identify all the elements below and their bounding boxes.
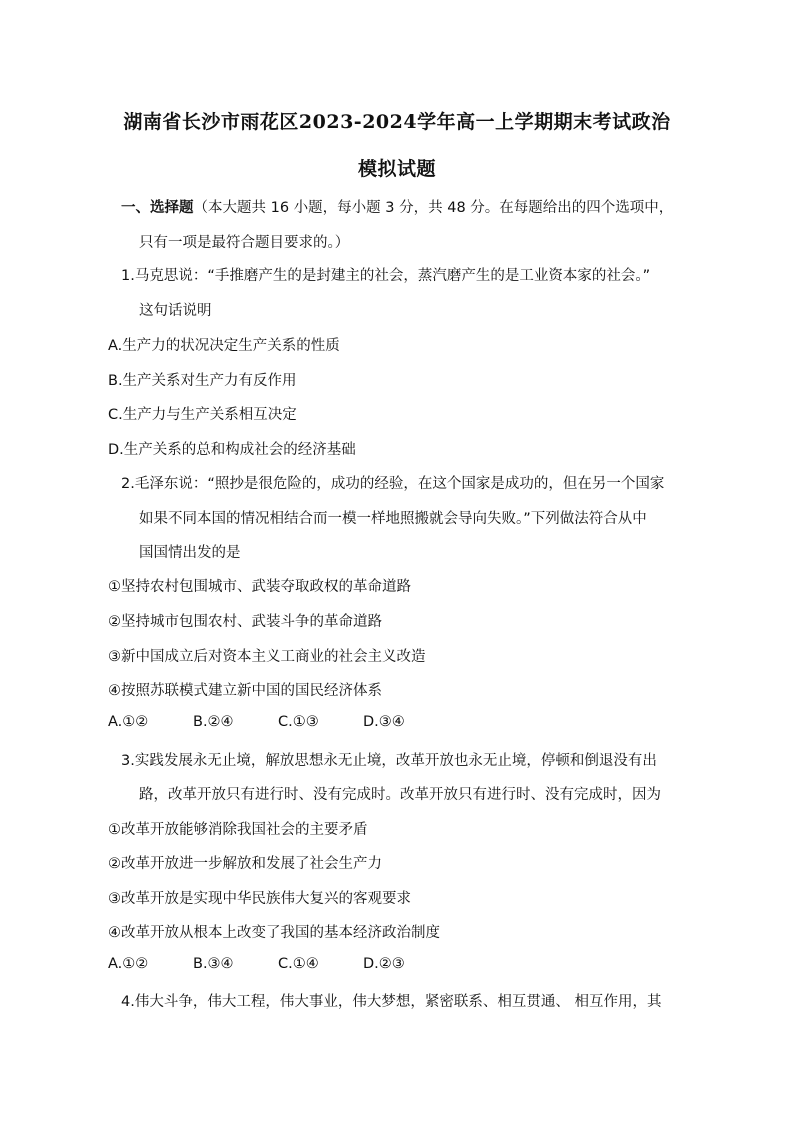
q3-stem-line1: 3.实践发展永无止境，解放思想永无止境，改革开放也永无止境，停顿和倒退没有出 <box>121 753 657 769</box>
section1-heading <box>121 196 673 217</box>
q3-item-3: ③改革开放是实现中华民族伟大复兴的客观要求 <box>108 891 411 907</box>
q1-stem-line2: 这句话说明 <box>139 303 212 319</box>
q3-choice-a: A.①② <box>108 956 149 972</box>
q1-option-b: B.生产关系对生产力有反作用 <box>108 373 297 389</box>
q4-stem-line1: 4.伟大斗争，伟大工程，伟大事业，伟大梦想，紧密联系、相互贯通、 相互作用，其 <box>121 994 662 1010</box>
q2-stem-line3: 国国情出发的是 <box>139 545 241 561</box>
q3-choice-c: C.①④ <box>278 956 319 972</box>
q2-item-1: ①坚持农村包围城市、武装夺取政权的革命道路 <box>108 579 411 595</box>
section1-intro: （本大题共 16 小题，每小题 3 分，共 48 分。在每题给出的四个选项中， <box>193 200 674 216</box>
q2-stem-line2: 如果不同本国的情况相结合而一模一样地照搬就会导向失败。”下列做法符合从中 <box>139 511 647 527</box>
q1-option-d: D.生产关系的总和构成社会的经济基础 <box>108 442 356 458</box>
exam-title-line2: 模拟试题 <box>357 158 436 180</box>
q2-choices <box>108 714 448 730</box>
q3-item-2: ②改革开放进一步解放和发展了社会生产力 <box>108 856 382 872</box>
q3-choice-b: B.③④ <box>193 956 234 972</box>
exam-title-line1: 湖南省长沙市雨花区2023-2024学年高一上学期期末考试政治 <box>123 111 671 133</box>
q3-choice-d: D.②③ <box>363 956 405 972</box>
q3-item-1: ①改革开放能够消除我国社会的主要矛盾 <box>108 822 368 838</box>
q1-stem-line1: 1.马克思说：“手推磨产生的是封建主的社会，蒸汽磨产生的是工业资本家的社会。” <box>121 268 651 284</box>
q2-item-2: ②坚持城市包围农村、武装斗争的革命道路 <box>108 614 382 630</box>
q2-item-3: ③新中国成立后对资本主义工商业的社会主义改造 <box>108 649 426 665</box>
section1-label: 一、选择题 <box>121 200 194 216</box>
q2-choice-b: B.②④ <box>193 714 234 730</box>
q2-choice-a: A.①② <box>108 714 149 730</box>
q3-stem-line2: 路，改革开放只有进行时、没有完成时。改革开放只有进行时、没有完成时，因为 <box>139 787 661 803</box>
q2-item-4: ④按照苏联模式建立新中国的国民经济体系 <box>108 683 382 699</box>
q3-choices <box>108 956 448 972</box>
q2-stem-line1: 2.毛泽东说：“照抄是很危险的，成功的经验，在这个国家是成功的，但在另一个国家 <box>121 476 665 492</box>
section1-intro-cont: 只有一项是最符合题目要求的。） <box>139 235 350 251</box>
q2-choice-d: D.③④ <box>363 714 405 730</box>
q1-option-a: A.生产力的状况决定生产关系的性质 <box>108 338 340 354</box>
q3-item-4: ④改革开放从根本上改变了我国的基本经济政治制度 <box>108 925 440 941</box>
q1-option-c: C.生产力与生产关系相互决定 <box>108 407 297 423</box>
q2-choice-c: C.①③ <box>278 714 319 730</box>
